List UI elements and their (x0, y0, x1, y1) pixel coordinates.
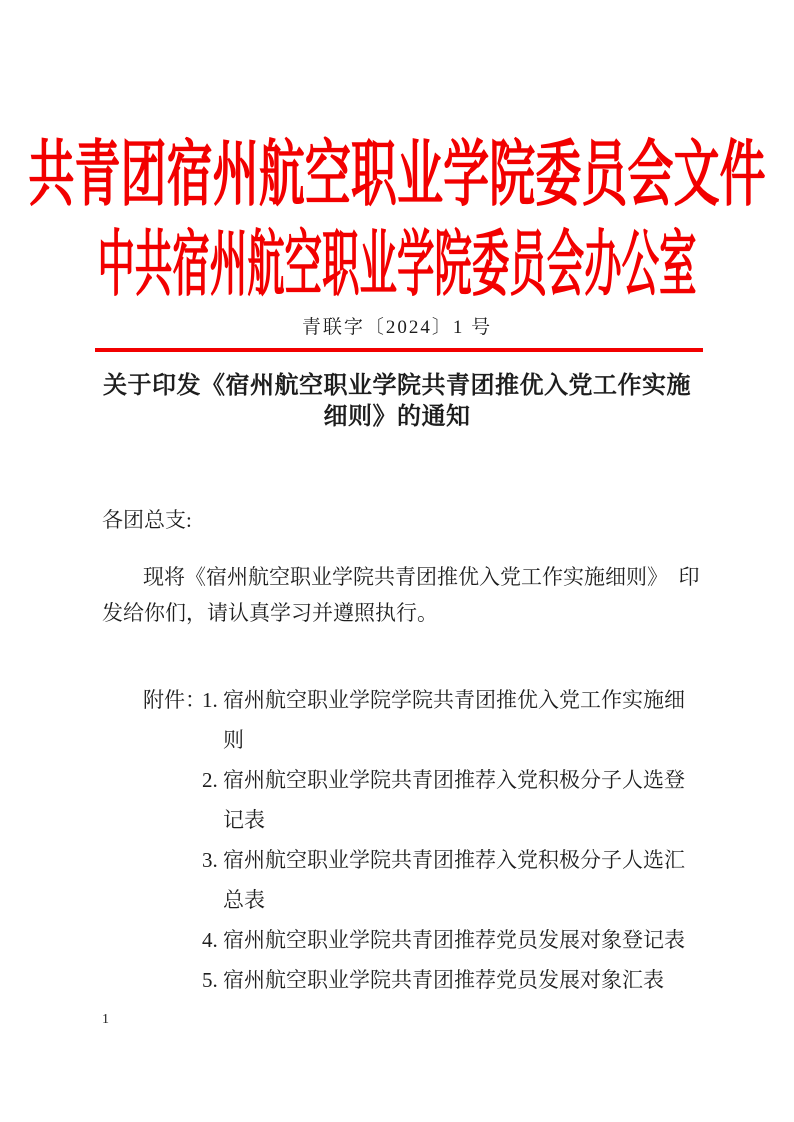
attachment-item-2 (202, 760, 685, 840)
attachment-item-4-line1: 4. 宿州航空职业学院共青团推荐党员发展对象登记表 (202, 928, 685, 952)
attachment-item-5-line1: 5. 宿州航空职业学院共青团推荐党员发展对象汇表 (202, 968, 664, 992)
title-line2: 细则》的通知 (323, 404, 471, 430)
salutation: 各团总支: (102, 508, 192, 532)
red-header-org-line2: 中共宿州航空职业学院委员会办公室 (97, 225, 697, 305)
attachment-item-2-line2: 记表 (223, 808, 265, 832)
attachment-item-1 (202, 680, 685, 760)
attachments-list (202, 680, 685, 1000)
attachment-item-3-line1: 3. 宿州航空职业学院共青团推荐入党积极分子人选汇 (202, 848, 685, 872)
title-line1: 关于印发《宿州航空职业学院共青团推优入党工作实施 (103, 373, 691, 399)
attachment-item-5 (202, 960, 685, 1000)
attachments-label: 附件： (143, 688, 206, 712)
document-number: 青联字〔2024〕1 号 (301, 317, 493, 338)
attachments-section (143, 680, 685, 1000)
page-number: 1 (102, 1012, 109, 1027)
attachment-item-1-line2: 则 (223, 728, 244, 752)
paragraph-line1: 现将《宿州航空职业学院共青团推优入党工作实施细则》 印 (143, 565, 700, 589)
red-divider-line (95, 348, 703, 352)
attachment-item-3 (202, 840, 685, 920)
document-title (0, 371, 794, 433)
attachment-item-1-line1: 1. 宿州航空职业学院学院共青团推优入党工作实施细 (202, 688, 685, 712)
attachment-item-3-line2: 总表 (223, 888, 265, 912)
paragraph-line2: 发给你们，请认真学习并遵照执行。 (102, 601, 438, 625)
attachment-item-4 (202, 920, 685, 960)
red-header-org-line1: 共青团宿州航空职业学院委员会文件 (28, 135, 766, 215)
body-paragraph (102, 559, 702, 631)
attachment-item-2-line1: 2. 宿州航空职业学院共青团推荐入党积极分子人选登 (202, 768, 685, 792)
